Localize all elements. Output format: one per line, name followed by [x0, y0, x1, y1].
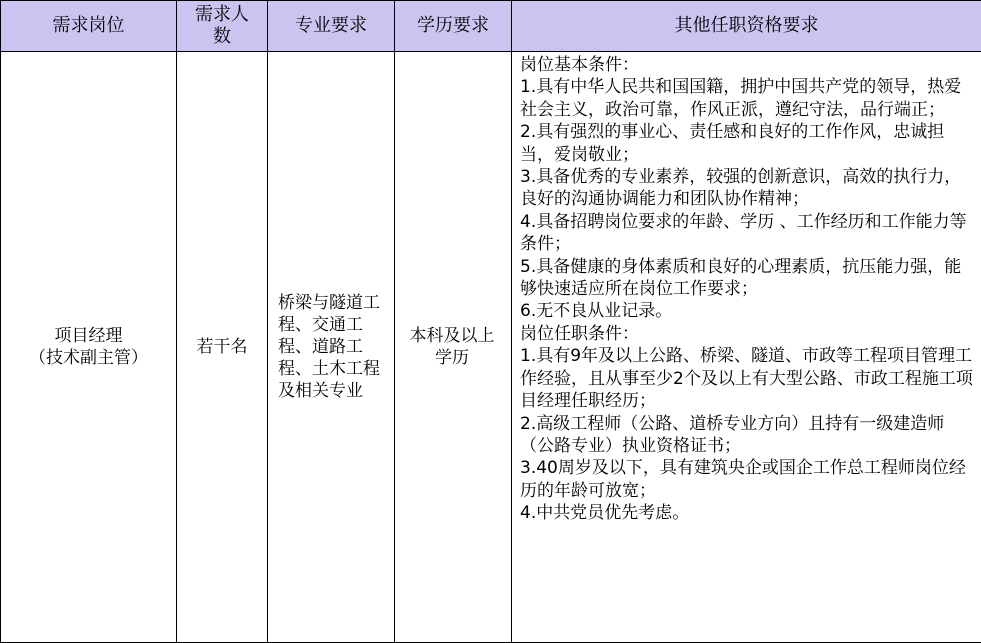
header-row: [1, 1, 981, 52]
cell-requirements: [512, 52, 981, 643]
header-other-requirements: 其他任职资格要求: [512, 1, 981, 52]
header-headcount: 需求人 数: [177, 1, 268, 52]
requirement-line: 4.中共党员优先考虑。: [520, 503, 690, 524]
requirement-line: 岗位基本条件：: [520, 55, 639, 75]
cell-position: 项目经理 （技术副主管）: [1, 52, 177, 643]
header-position: 需求岗位: [1, 1, 177, 52]
requirement-line: 岗位任职条件：: [520, 323, 639, 344]
requirement-line: 2.具有强烈的事业心、责任感和良好的工作作风，忠诚担当，爱岗敬业；: [520, 122, 945, 165]
requirement-line: 3.具备优秀的专业素养，较强的创新意识，高效的执行力，良好的沟通协调能力和团队协作精神；: [520, 167, 962, 210]
cell-headcount: 若干名: [177, 52, 268, 643]
requirement-line: 2.高级工程师（公路、道桥专业方向）且持有一级建造师（公路专业）执业资格证书；: [520, 413, 945, 456]
requirement-line: 3.40周岁及以下，具有建筑央企或国企工作总工程师岗位经历的年龄可放宽；: [520, 458, 966, 501]
cell-major: 桥梁与隧道工程、交通工程、道路工程、土木工程及相关专业: [268, 52, 395, 643]
requirement-line: 4.具备招聘岗位要求的年龄、学历 、工作经历和工作能力等条件；: [520, 211, 967, 255]
requirement-line: 1.具有中华人民共和国国籍，拥护中国共产党的领导，热爱社会主义，政治可靠，作风正派，遵纪守法，品行端正；: [520, 77, 962, 120]
header-major: 专业要求: [268, 1, 395, 52]
cell-education: 本科及以上学历: [395, 52, 512, 643]
requirement-line: 6.无不良从业记录。: [520, 301, 673, 322]
requirement-line: 5.具备健康的身体素质和良好的心理素质，抗压能力强，能够快速适应所在岗位工作要求；: [520, 256, 962, 300]
header-education: 学历要求: [395, 1, 512, 52]
table-row: [1, 52, 981, 643]
requirement-line: 1.具有9年及以上公路、桥梁、隧道、市政等工程项目管理工作经验，且从事至少2个及以上有大型公路、市政工程施工项目经理任职经历；: [520, 346, 973, 412]
